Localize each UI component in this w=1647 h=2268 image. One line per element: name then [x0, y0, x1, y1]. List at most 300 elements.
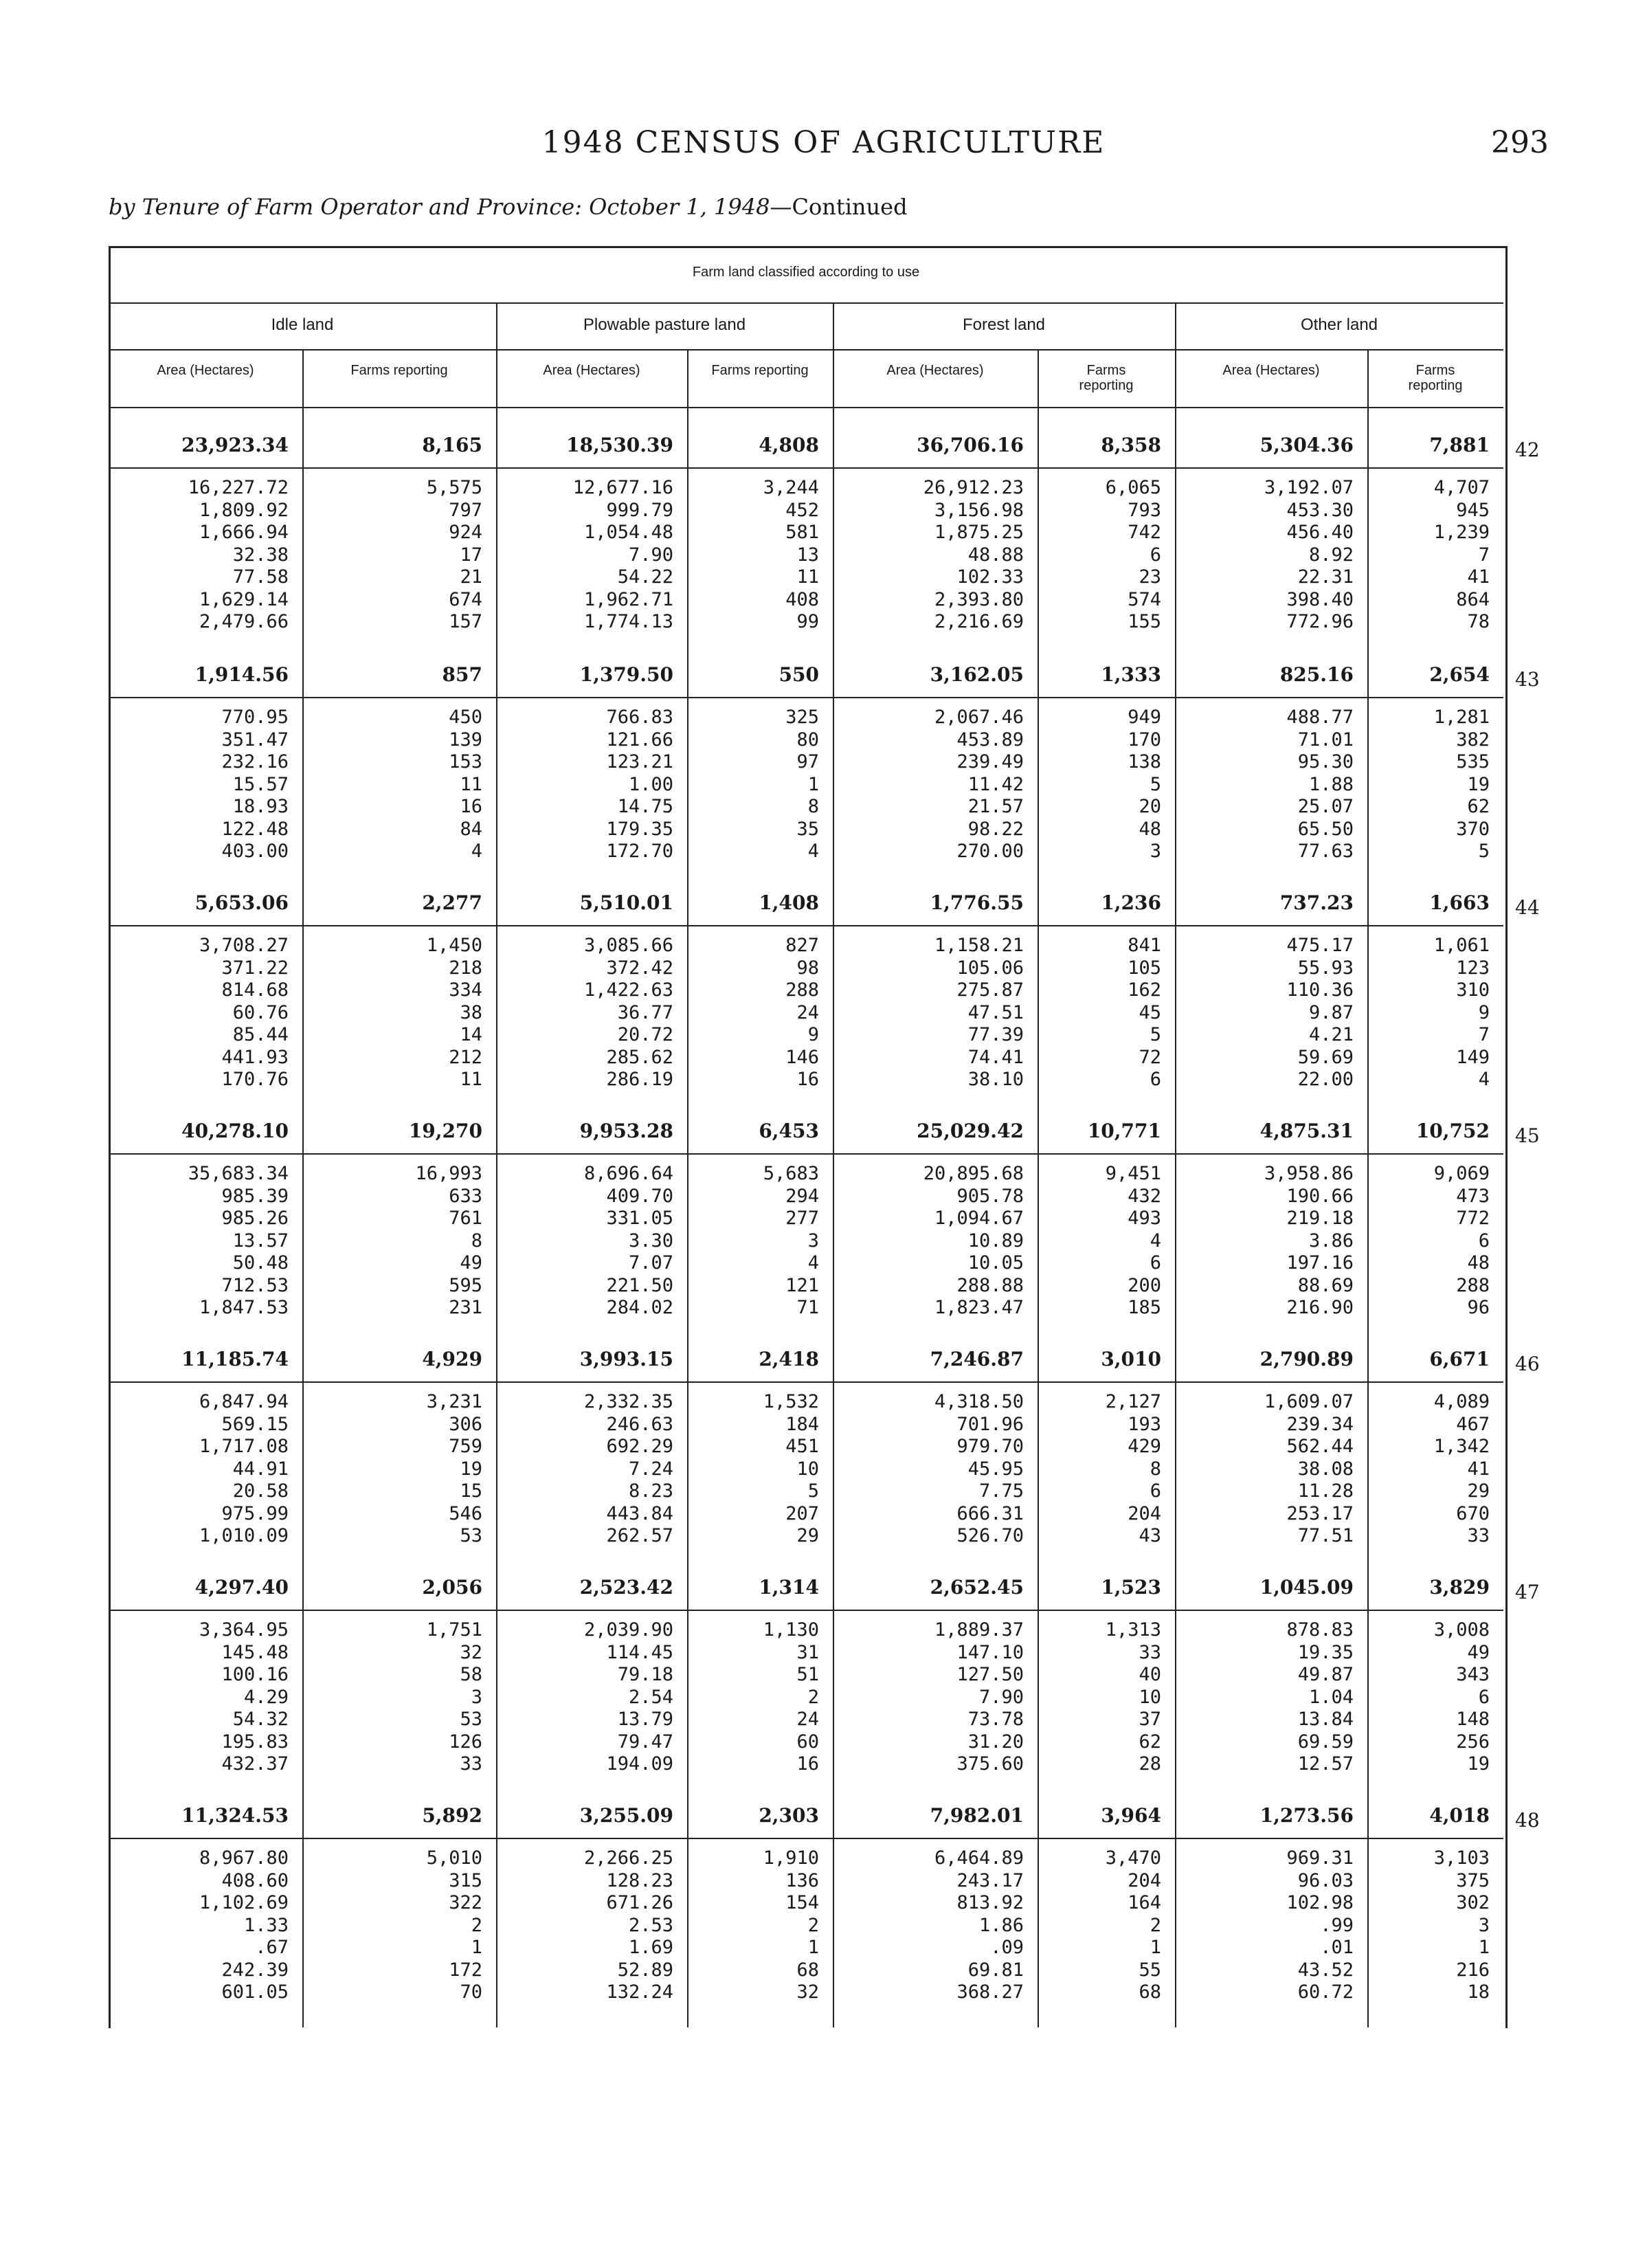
area-column-header: Area (Hectares) [157, 363, 254, 378]
table-cell: 9,451 [1105, 1163, 1161, 1184]
table-cell: 814.68 [221, 979, 289, 1001]
total-cell: 5,510.01 [579, 891, 673, 914]
table-cell: 97 [796, 751, 819, 772]
table-cell: 110.36 [1286, 979, 1354, 1001]
table-cell: 6 [1150, 1480, 1161, 1502]
table-cell: 126 [449, 1731, 482, 1753]
table-cell: 403.00 [221, 841, 289, 862]
total-cell: 7,246.87 [930, 1348, 1024, 1370]
table-cell: 77.51 [1297, 1525, 1354, 1546]
table-cell: 1,666.94 [199, 522, 289, 543]
table-cell: 123.21 [606, 751, 673, 772]
subtitle-caption: by Tenure of Farm Operator and Province: October 1, 1948 [109, 194, 770, 220]
table-cell: 562.44 [1286, 1436, 1354, 1457]
table-cell: 270.00 [956, 841, 1024, 862]
row-number: 43 [1515, 668, 1540, 691]
table-cell: 77.63 [1297, 841, 1354, 862]
table-cell: 26,912.23 [923, 477, 1024, 498]
table-cell: 793 [1128, 499, 1161, 521]
table-cell: 212 [449, 1046, 482, 1068]
table-cell: 8.92 [1308, 544, 1354, 566]
table-cell: 1,239 [1433, 522, 1490, 543]
table-cell: 742 [1128, 522, 1161, 543]
total-cell: 10,752 [1415, 1120, 1490, 1142]
table-cell: 759 [449, 1436, 482, 1457]
table-cell: 172 [449, 1959, 482, 1981]
table-cell: 985.39 [221, 1185, 289, 1207]
table-cell: 43 [1139, 1525, 1161, 1546]
table-cell: 154 [785, 1892, 819, 1913]
table-cell: 1 [471, 1937, 482, 1958]
table-cell: 985.26 [221, 1208, 289, 1229]
total-cell: 25,029.42 [917, 1120, 1024, 1142]
table-cell: 1,751 [426, 1619, 482, 1641]
table-cell: 157 [449, 611, 482, 632]
table-cell: 12.57 [1297, 1753, 1354, 1775]
total-cell: 2,418 [759, 1348, 819, 1370]
table-cell: 52.89 [617, 1959, 673, 1981]
group-header: Forest land [962, 315, 1046, 334]
table-cell: 1,809.92 [199, 499, 289, 521]
table-cell: 2,479.66 [199, 611, 289, 632]
table-cell: 6 [1150, 1069, 1161, 1090]
table-cell: 6 [1150, 544, 1161, 566]
table-cell: 136 [785, 1869, 819, 1891]
table-cell: 999.79 [606, 499, 673, 521]
table-cell: 65.50 [1297, 818, 1354, 840]
table-cell: 98.22 [967, 818, 1024, 840]
table-cell: 96 [1467, 1297, 1490, 1318]
table-cell: 11.28 [1297, 1480, 1354, 1502]
total-cell: 6,671 [1429, 1348, 1490, 1370]
table-cell: 43.52 [1297, 1959, 1354, 1981]
table-cell: 949 [1128, 707, 1161, 728]
total-rule [109, 467, 1503, 469]
group-header: Other land [1300, 315, 1378, 334]
table-cell: 574 [1128, 588, 1161, 610]
table-cell: 162 [1128, 979, 1161, 1001]
total-cell: 2,056 [422, 1576, 482, 1599]
table-cell: 712.53 [221, 1274, 289, 1296]
table-cell: 671.26 [606, 1892, 673, 1913]
table-cell: 429 [1128, 1436, 1161, 1457]
table-cell: 1,962.71 [583, 588, 673, 610]
table-cell: 4 [471, 841, 482, 862]
table-cell: 5,010 [426, 1847, 482, 1869]
total-cell: 18,530.39 [566, 434, 673, 456]
table-cell: 288 [1456, 1274, 1490, 1296]
table-cell: 452 [785, 499, 819, 521]
total-cell: 6,453 [759, 1120, 819, 1142]
table-cell: 813.92 [956, 1892, 1024, 1913]
table-cell: 979.70 [956, 1436, 1024, 1457]
table-cell: 48 [1139, 818, 1161, 840]
total-cell: 8,165 [422, 434, 482, 456]
table-cell: 32 [460, 1641, 482, 1663]
row-number: 48 [1515, 1809, 1540, 1832]
table-cell: 71.01 [1297, 729, 1354, 751]
table-cell: 7 [1478, 544, 1490, 566]
table-cell: 9 [807, 1024, 819, 1045]
table-cell: 1,875.25 [934, 522, 1024, 543]
table-cell: 79.18 [617, 1664, 673, 1685]
table-cell: 670 [1456, 1502, 1490, 1524]
table-cell: 38 [460, 1001, 482, 1023]
total-cell: 36,706.16 [917, 434, 1024, 456]
table-cell: 13.57 [232, 1230, 289, 1252]
table-cell: 1 [1150, 1937, 1161, 1958]
row-number: 42 [1515, 438, 1540, 461]
table-cell: 6,847.94 [199, 1391, 289, 1412]
table-cell: 370 [1456, 818, 1490, 840]
table-cell: 69.59 [1297, 1731, 1354, 1753]
table-cell: 216 [1456, 1959, 1490, 1981]
table-cell: 6 [1150, 1252, 1161, 1274]
total-rule [109, 1838, 1503, 1839]
total-cell: 7,982.01 [930, 1804, 1024, 1827]
total-cell: 10,771 [1087, 1120, 1161, 1142]
table-cell: 122.48 [221, 818, 289, 840]
table-cell: 432 [1128, 1185, 1161, 1207]
table-cell: 41 [1467, 1458, 1490, 1480]
table-cell: 10 [796, 1458, 819, 1480]
table-cell: 4 [1150, 1230, 1161, 1252]
table-cell: 20,895.68 [923, 1163, 1024, 1184]
table-cell: 53 [460, 1709, 482, 1730]
table-cell: 85.44 [232, 1024, 289, 1045]
table-cell: 2.54 [628, 1686, 673, 1708]
total-cell: 5,653.06 [194, 891, 289, 914]
table-cell: 371.22 [221, 957, 289, 979]
table-cell: 32 [796, 1981, 819, 2003]
table-cell: 40 [1139, 1664, 1161, 1685]
total-cell: 3,829 [1429, 1576, 1490, 1599]
table-cell: 41 [1467, 566, 1490, 588]
total-cell: 1,408 [759, 891, 819, 914]
table-cell: 302 [1456, 1892, 1490, 1913]
table-cell: 219.18 [1286, 1208, 1354, 1229]
table-cell: 375 [1456, 1869, 1490, 1891]
page-title: 1948 CENSUS OF AGRICULTURE [541, 125, 1106, 160]
table-cell: 45.95 [967, 1458, 1024, 1480]
table-cell: 239.49 [956, 751, 1024, 772]
total-cell: 23,923.34 [181, 434, 289, 456]
table-cell: 969.31 [1286, 1847, 1354, 1869]
total-cell: 1,045.09 [1259, 1576, 1354, 1599]
total-rule [109, 697, 1503, 698]
table-cell: 78 [1467, 611, 1490, 632]
total-cell: 2,303 [759, 1804, 819, 1827]
table-cell: .01 [1320, 1937, 1354, 1958]
total-rule [109, 1381, 1503, 1383]
table-cell: 3,085.66 [583, 935, 673, 956]
table-cell: 450 [449, 707, 482, 728]
table-cell: 294 [785, 1185, 819, 1207]
table-cell: 9,069 [1433, 1163, 1490, 1184]
table-cell: 69.81 [967, 1959, 1024, 1981]
table-cell: 1.00 [628, 773, 673, 795]
table-cell: 72 [1139, 1046, 1161, 1068]
table-cell: 16 [796, 1069, 819, 1090]
table-cell: 7.90 [978, 1686, 1024, 1708]
table-cell: 18 [1467, 1981, 1490, 2003]
table-cell: 546 [449, 1502, 482, 1524]
row-number: 45 [1515, 1124, 1540, 1147]
table-cell: 878.83 [1286, 1619, 1354, 1641]
table-cell: 68 [1139, 1981, 1161, 2003]
table-cell: 179.35 [606, 818, 673, 840]
table-cell: 38.10 [967, 1069, 1024, 1090]
table-cell: 1 [807, 773, 819, 795]
table-cell: 21 [460, 566, 482, 588]
table-cell: 441.93 [221, 1046, 289, 1068]
table-cell: 288.88 [956, 1274, 1024, 1296]
table-cell: 2,332.35 [583, 1391, 673, 1412]
table-cell: 232.16 [221, 751, 289, 772]
table-cell: 398.40 [1286, 588, 1354, 610]
subtitle-continued: —Continued [770, 194, 908, 220]
table-cell: 12,677.16 [572, 477, 673, 498]
table-cell: 45 [1139, 1001, 1161, 1023]
table-cell: 285.62 [606, 1046, 673, 1068]
table-cell: 68 [796, 1959, 819, 1981]
group-header: Idle land [271, 315, 334, 334]
table-cell: 2.53 [628, 1914, 673, 1936]
table-cell: 77.39 [967, 1024, 1024, 1045]
table-cell: 7.07 [628, 1252, 673, 1274]
table-cell: 2,039.90 [583, 1619, 673, 1641]
table-cell: 194.09 [606, 1753, 673, 1775]
table-cell: 1,061 [1433, 935, 1490, 956]
farms-column-header: Farms reporting [1408, 363, 1463, 393]
table-cell: 325 [785, 707, 819, 728]
table-cell: 5 [1150, 1024, 1161, 1045]
table-cell: 343 [1456, 1664, 1490, 1685]
table-cell: 493 [1128, 1208, 1161, 1229]
table-cell: 20.72 [617, 1024, 673, 1045]
table-cell: 473 [1456, 1185, 1490, 1207]
table-cell: 827 [785, 935, 819, 956]
table-cell: 797 [449, 499, 482, 521]
area-column-header: Area (Hectares) [1222, 363, 1320, 378]
table-cell: 2,127 [1105, 1391, 1161, 1412]
table-cell: 121.66 [606, 729, 673, 751]
table-cell: 3,156.98 [934, 499, 1024, 521]
table-cell: 4.29 [243, 1686, 289, 1708]
total-cell: 2,277 [422, 891, 482, 914]
table-cell: 666.31 [956, 1502, 1024, 1524]
total-cell: 5,304.36 [1259, 434, 1354, 456]
total-cell: 2,790.89 [1259, 1348, 1354, 1370]
table-cell: 19 [460, 1458, 482, 1480]
table-cell: 1,629.14 [199, 588, 289, 610]
table-cell: 149 [1456, 1046, 1490, 1068]
total-cell: 1,379.50 [579, 663, 673, 686]
table-cell: 4,089 [1433, 1391, 1490, 1412]
table-cell: 5 [1478, 841, 1490, 862]
table-cell: 3,470 [1105, 1847, 1161, 1869]
table-cell: 770.95 [221, 707, 289, 728]
total-cell: 1,523 [1101, 1576, 1161, 1599]
table-cell: 47.51 [967, 1001, 1024, 1023]
table-cell: 322 [449, 1892, 482, 1913]
table-cell: 334 [449, 979, 482, 1001]
total-cell: 8,358 [1101, 434, 1161, 456]
table-cell: 7.90 [628, 544, 673, 566]
table-cell: 38.08 [1297, 1458, 1354, 1480]
table-cell: 432.37 [221, 1753, 289, 1775]
table-cell: 128.23 [606, 1869, 673, 1891]
table-cell: 95.30 [1297, 751, 1354, 772]
table-cell: 37 [1139, 1709, 1161, 1730]
table-cell: 164 [1128, 1892, 1161, 1913]
table-cell: 62 [1139, 1731, 1161, 1753]
table-subtitle [109, 194, 908, 220]
table-cell: 102.98 [1286, 1892, 1354, 1913]
table-cell: .09 [990, 1937, 1024, 1958]
table-cell: 13.84 [1297, 1709, 1354, 1730]
table-cell: 14.75 [617, 796, 673, 817]
table-cell: 7.75 [978, 1480, 1024, 1502]
table-cell: 33 [460, 1753, 482, 1775]
table-cell: 100.16 [221, 1664, 289, 1685]
table-cell: 351.47 [221, 729, 289, 751]
table-cell: 184 [785, 1413, 819, 1435]
super-header: Farm land classified according to use [692, 265, 920, 280]
table-cell: 1.69 [628, 1937, 673, 1958]
table-cell: 44.91 [232, 1458, 289, 1480]
subheader-rule [109, 349, 1503, 351]
table-cell: 8,967.80 [199, 1847, 289, 1869]
table-cell: 2 [1150, 1914, 1161, 1936]
table-cell: 945 [1456, 499, 1490, 521]
table-cell: 2,266.25 [583, 1847, 673, 1869]
table-cell: 73.78 [967, 1709, 1024, 1730]
table-cell: 1,102.69 [199, 1892, 289, 1913]
table-cell: 80 [796, 729, 819, 751]
table-cell: 145.48 [221, 1641, 289, 1663]
table-cell: 36.77 [617, 1001, 673, 1023]
table-cell: 207 [785, 1502, 819, 1524]
table-cell: 4,318.50 [934, 1391, 1024, 1412]
table-cell: 11 [796, 566, 819, 588]
total-cell: 2,652.45 [930, 1576, 1024, 1599]
table-cell: 8,696.64 [583, 1163, 673, 1184]
column-header-rule [109, 407, 1503, 408]
table-cell: 3,192.07 [1264, 477, 1354, 498]
total-cell: 40,278.10 [181, 1120, 289, 1142]
table-cell: 5 [807, 1480, 819, 1502]
table-cell: 16,993 [415, 1163, 482, 1184]
total-cell: 4,875.31 [1259, 1120, 1354, 1142]
table-cell: 84 [460, 818, 482, 840]
table-cell: 24 [796, 1709, 819, 1730]
table-cell: 772.96 [1286, 611, 1354, 632]
table-cell: 60.72 [1297, 1981, 1354, 2003]
table-cell: 905.78 [956, 1185, 1024, 1207]
total-cell: 3,255.09 [579, 1804, 673, 1827]
table-cell: 1,158.21 [934, 935, 1024, 956]
table-cell: 139 [449, 729, 482, 751]
table-cell: 372.42 [606, 957, 673, 979]
table-cell: 114.45 [606, 1641, 673, 1663]
table-cell: 3,008 [1433, 1619, 1490, 1641]
table-cell: 49 [1467, 1641, 1490, 1663]
total-cell: 1,914.56 [194, 663, 289, 686]
total-cell: 1,776.55 [930, 891, 1024, 914]
total-cell: 11,185.74 [181, 1348, 289, 1370]
table-cell: 286.19 [606, 1069, 673, 1090]
table-cell: 288 [785, 979, 819, 1001]
table-cell: 408.60 [221, 1869, 289, 1891]
table-cell: 55.93 [1297, 957, 1354, 979]
table-cell: 453.30 [1286, 499, 1354, 521]
total-cell: 737.23 [1279, 891, 1354, 914]
table-cell: 17 [460, 544, 482, 566]
table-cell: 33 [1467, 1525, 1490, 1546]
table-cell: 595 [449, 1274, 482, 1296]
table-cell: 1,281 [1433, 707, 1490, 728]
table-cell: 246.63 [606, 1413, 673, 1435]
table-cell: 1 [1478, 1937, 1490, 1958]
table-cell: 146 [785, 1046, 819, 1068]
table-cell: 8 [807, 796, 819, 817]
table-cell: 50.48 [232, 1252, 289, 1274]
table-cell: 96.03 [1297, 1869, 1354, 1891]
table-cell: 71 [796, 1297, 819, 1318]
table-cell: 1,532 [763, 1391, 819, 1412]
table-cell: 23 [1139, 566, 1161, 588]
table-cell: 155 [1128, 611, 1161, 632]
table-cell: 1,422.63 [583, 979, 673, 1001]
table-cell: 2 [807, 1914, 819, 1936]
table-cell: 331.05 [606, 1208, 673, 1229]
table-cell: 11 [460, 1069, 482, 1090]
table-cell: 6 [1478, 1230, 1490, 1252]
table-cell: 1,717.08 [199, 1436, 289, 1457]
table-cell: 3,103 [1433, 1847, 1490, 1869]
table-cell: 105 [1128, 957, 1161, 979]
table-cell: 49 [460, 1252, 482, 1274]
table-cell: 22.31 [1297, 566, 1354, 588]
table-cell: 1.86 [978, 1914, 1024, 1936]
row-number: 44 [1515, 896, 1540, 919]
table-cell: 924 [449, 522, 482, 543]
table-cell: 975.99 [221, 1502, 289, 1524]
total-cell: 1,273.56 [1259, 1804, 1354, 1827]
total-rule [109, 925, 1503, 926]
table-cell: 526.70 [956, 1525, 1024, 1546]
table-cell: 16 [460, 796, 482, 817]
table-cell: 674 [449, 588, 482, 610]
table-cell: 29 [796, 1525, 819, 1546]
table-cell: 1,342 [1433, 1436, 1490, 1457]
table-cell: 1,847.53 [199, 1297, 289, 1318]
table-cell: 1,054.48 [583, 522, 673, 543]
table-cell: 231 [449, 1297, 482, 1318]
table-cell: 185 [1128, 1297, 1161, 1318]
table-cell: 7 [1478, 1024, 1490, 1045]
table-cell: 761 [449, 1208, 482, 1229]
table-cell: 79.47 [617, 1731, 673, 1753]
table-cell: 6 [1478, 1686, 1490, 1708]
table-cell: 58 [460, 1664, 482, 1685]
table-cell: 98 [796, 957, 819, 979]
table-cell: 10.89 [967, 1230, 1024, 1252]
table-cell: 1,094.67 [934, 1208, 1024, 1229]
table-cell: 864 [1456, 588, 1490, 610]
table-cell: 8.23 [628, 1480, 673, 1502]
